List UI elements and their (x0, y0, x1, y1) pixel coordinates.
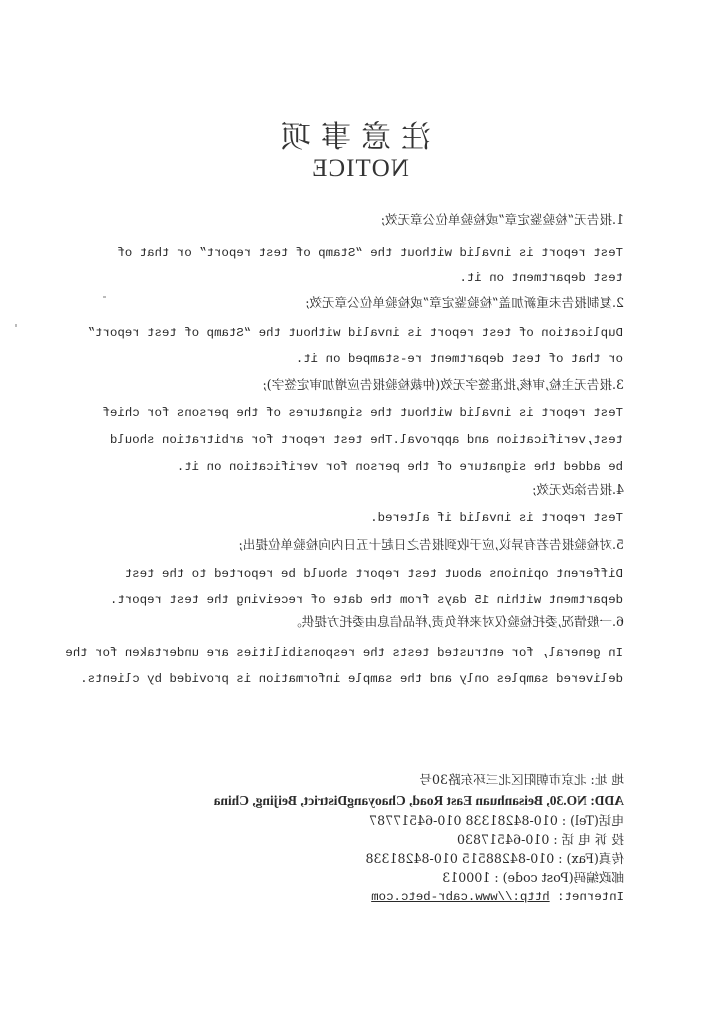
telephone: 电话(Tel) : 010-84281338 010-64517787 (369, 813, 624, 828)
notice-title-chinese: 注意事项 (271, 120, 431, 155)
item-2-english-line-1: Duplication of test report is invalid without the “Stamp of test report” (87, 326, 623, 340)
item-3-english-line-3: be added the signature of the person for verification on it. (176, 460, 623, 474)
scan-speck (103, 296, 106, 298)
item-4-chinese: 4.报告涂改无效; (532, 482, 624, 497)
item-1-chinese: 1.报告无“检验鉴定章”或检验单位公章无效; (380, 212, 624, 227)
item-1-english-line-2: test department on it. (459, 271, 623, 285)
item-6-english-line-2: delivered samples only and the sample information is provided by clients. (80, 672, 623, 686)
internet-url-link[interactable]: http://www.cabr-betc.com (371, 890, 550, 904)
item-6-english-line-1: In general, for entrusted tests the responsibilities are undertaken for the (65, 646, 623, 660)
item-3-english-line-1: Test report is invalid without the signatures of the persons for chief (102, 406, 623, 420)
item-6-chinese: 6.一般情况,委托检验仅对来样负责,样品信息由委托方提供。 (289, 614, 624, 629)
item-3-english-line-2: test,verification and approval.The test report for arbitration should (109, 433, 623, 447)
item-5-chinese: 5.对检验报告若有异议,应于收到报告之日起十五日内向检验单位提出; (238, 537, 624, 552)
address-chinese: 地 址: 北京市朝阳区北三环东路30号 (419, 772, 624, 787)
item-4-english-line-1: Test report is invalid if altered. (370, 511, 623, 525)
item-3-chinese: 3.报告无主检,审核,批准签字无效(仲裁检验报告应增加审定签字); (262, 377, 624, 392)
item-2-chinese: 2.复制报告未重新加盖“检验鉴定章”或检验单位公章无效; (305, 295, 624, 310)
notice-title-english: NOTICE (311, 155, 409, 182)
item-5-english-line-2: department within 15 days from the date of receiving the test report. (109, 593, 623, 607)
scan-speck (15, 324, 17, 327)
item-2-english-line-2: or that of test department re-stamped on it. (295, 352, 623, 366)
address-english: ADD: NO.30, Beisanhuan East Road, ChaoyangDistrict, Beijing, China (213, 793, 624, 808)
fax: 传真(Fax) : 010-84288515 010-84281338 (365, 851, 624, 866)
internet-line (371, 889, 624, 905)
complaint-phone: 投 诉 电 话 : 010-64517830 (456, 832, 624, 847)
internet-label: Internet: (549, 890, 624, 904)
item-5-english-line-1: Different opinions about test report should be reported to the test (124, 567, 623, 581)
postcode: 邮政编码(Post code) : 100013 (442, 870, 624, 885)
item-1-english-line-1: Test report is invalid without the “Stamp of test report” or that of (117, 246, 623, 260)
